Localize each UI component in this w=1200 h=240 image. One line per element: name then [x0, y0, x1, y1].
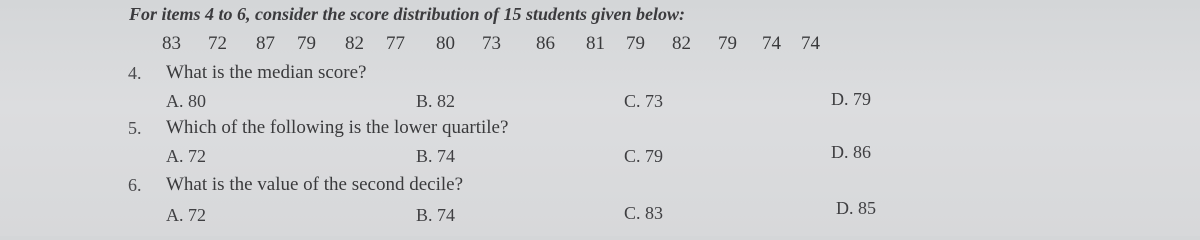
score-value: 79: [626, 33, 645, 54]
option-d: D. 79: [831, 89, 871, 109]
option-b: B. 74: [416, 146, 456, 166]
question-text: Which of the following is the lower quartile?: [166, 117, 509, 138]
option-c: C. 73: [624, 91, 664, 111]
question-text: What is the median score?: [166, 62, 367, 83]
option-d: D. 86: [831, 142, 871, 162]
question-text: What is the value of the second decile?: [166, 174, 464, 195]
score-value: 80: [436, 33, 455, 54]
score-value: 81: [586, 33, 605, 54]
option-b: B. 74: [416, 205, 456, 225]
score-value: 82: [345, 33, 364, 54]
score-value: 73: [482, 33, 501, 54]
question-number: 6.: [128, 175, 142, 195]
score-value: 72: [208, 33, 227, 54]
question-number: 4.: [128, 63, 142, 83]
option-c: C. 83: [624, 203, 664, 223]
option-a: A. 72: [166, 205, 206, 225]
score-list: [0, 33, 1200, 55]
option-a: A. 80: [166, 91, 206, 111]
score-value: 74: [762, 33, 781, 54]
instructions-heading: For items 4 to 6, consider the score distribution of 15 students given below:: [129, 4, 686, 24]
option-c: C. 79: [624, 146, 664, 166]
score-value: 86: [536, 33, 555, 54]
option-a: A. 72: [166, 146, 206, 166]
option-d: D. 85: [836, 198, 876, 218]
score-value: 79: [718, 33, 737, 54]
score-value: 82: [672, 33, 691, 54]
score-value: 74: [801, 33, 820, 54]
score-value: 83: [162, 33, 181, 54]
score-value: 79: [297, 33, 316, 54]
option-b: B. 82: [416, 91, 456, 111]
question-number: 5.: [128, 118, 142, 138]
score-value: 87: [256, 33, 275, 54]
score-value: 77: [386, 33, 405, 54]
